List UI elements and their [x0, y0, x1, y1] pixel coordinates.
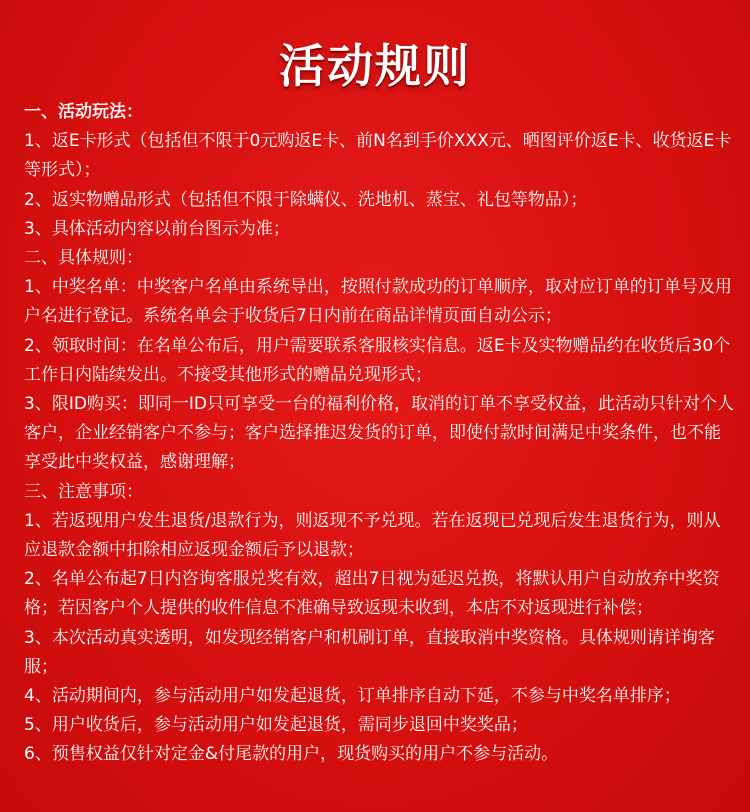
page-title: 活动规则	[279, 39, 471, 93]
rule-item: 1、若返现用户发生退货/退款行为，则返现不予兑现。若在返现已兑现后发生退货行为，则从应退款金额中扣除相应返现金额后予以退款；	[24, 510, 721, 561]
section-heading: 二、具体规则：	[24, 248, 143, 269]
rule-item: 2、名单公布起7日内咨询客服兑奖有效，超出7日视为延迟兑换，将默认用户自动放弃中奖资格；若因客户个人提供的收件信息不准确导致返现未收到，本店不对返现进行补偿；	[24, 569, 720, 619]
rules-body	[24, 98, 736, 770]
rule-item: 1、中奖名单：中奖客户名单由系统导出，按照付款成功的订单顺序，取对应订单的订单号及用户名进行登记。系统名单会于收货后7日内前在商品详情页面自动公示；	[24, 277, 732, 327]
rule-item: 3、本次活动真实透明，如发现经销客户和机刷订单，直接取消中奖资格。具体规则请详询客服；	[24, 627, 715, 677]
rule-item: 2、领取时间：在名单公布后，用户需要联系客服核实信息。返E卡及实物赠品约在收货后30个工作日内陆续发出。不接受其他形式的赠品兑现形式；	[24, 335, 731, 385]
rule-item: 1、返E卡形式（包括但不限于0元购返E卡、前N名到手价XXX元、晒图评价返E卡、收货返E卡等形式）；	[24, 131, 732, 181]
rule-item: 3、限ID购买：即同一ID只可享受一台的福利价格，取消的订单不享受权益，此活动只针对个人客户，企业经销客户不参与；客户选择推迟发货的订单，即使付款时间满足中奖条件，也不能享受此中奖权益，感谢理解；	[24, 394, 735, 473]
section-heading: 三、注意事项：	[24, 481, 143, 502]
rule-item: 5、用户收货后，参与活动用户如发起退货，需同步退回中奖奖品；	[24, 715, 528, 736]
rule-item: 2、返实物赠品形式（包括但不限于除螨仪、洗地机、蒸宝、礼包等物品）；	[24, 189, 588, 210]
section-heading: 一、活动玩法：	[24, 102, 143, 122]
rule-item: 3、具体活动内容以前台图示为准；	[24, 218, 290, 239]
rule-item: 4、活动期间内，参与活动用户如发起退货，订单排序自动下延，不参与中奖名单排序；	[24, 686, 681, 707]
rule-item: 6、预售权益仅针对定金&付尾款的用户，现货购买的用户不参与活动。	[24, 744, 559, 765]
